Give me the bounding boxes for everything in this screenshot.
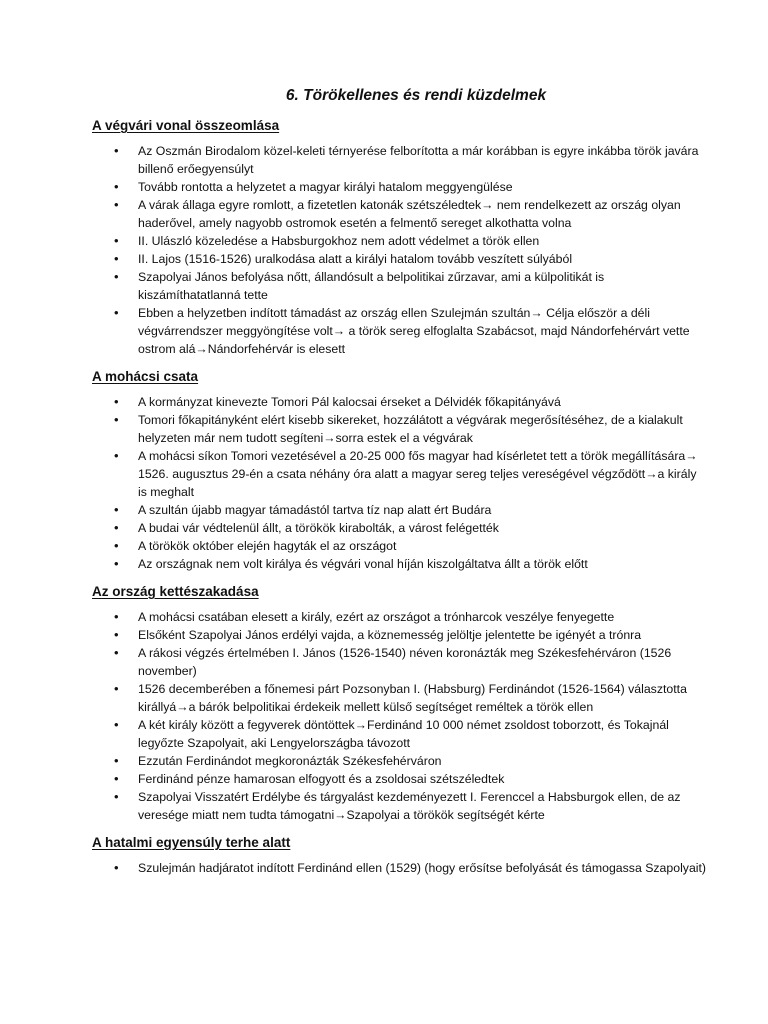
- bullet-list: [92, 393, 708, 573]
- list-item: • A várak állaga egyre romlott, a fizetetlen katonák szétszéledtek→ nem rendelkezett az ország olyan haderővel, amely nagyobb ostromok esetén a felmentő sereget alkothatta volna: [92, 196, 708, 232]
- section-orszag-ketteszakadasa: [92, 584, 708, 824]
- list-item: • Ferdinánd pénze hamarosan elfogyott és a zsoldosai szétszéledtek: [92, 770, 708, 788]
- list-item: • A törökök október elején hagyták el az országot: [92, 537, 708, 555]
- section-heading: A hatalmi egyensúly terhe alatt: [92, 835, 291, 850]
- list-item: • Az országnak nem volt királya és végvári vonal híján kiszolgáltatva állt a török előtt: [92, 555, 708, 573]
- list-item: • Tomori főkapitányként elért kisebb sikereket, hozzálátott a végvárak megerősítéséhez, de a kialakult helyzeten már nem tudott segíteni→sorra estek el a végvárak: [92, 411, 708, 447]
- list-item: • A két király között a fegyverek döntöttek→Ferdinánd 10 000 német zsoldost toborzott, és Tokajnál legyőzte Szapolyait, aki Lengyelországba távozott: [92, 716, 708, 752]
- document-title: 6. Törökellenes és rendi küzdelmek: [285, 87, 547, 104]
- section-heading: A végvári vonal összeomlása: [92, 118, 280, 133]
- bullet-list: [92, 608, 708, 824]
- list-item: • A rákosi végzés értelmében I. János (1526-1540) néven koronázták meg Székesfehérváron (1526 november): [92, 644, 708, 680]
- bullet-list: [92, 142, 708, 358]
- section-vegvari-vonal: [92, 118, 708, 358]
- list-item: • Tovább rontotta a helyzetet a magyar királyi hatalom meggyengülése: [92, 178, 708, 196]
- list-item: • Szapolyai Visszatért Erdélybe és tárgyalást kezdeményezett I. Ferenccel a Habsburgok ellen, de az veresége miatt nem tudta támogatni→Szapolyai a törökök segítségét kérte: [92, 788, 708, 824]
- section-heading: A mohácsi csata: [92, 369, 199, 384]
- list-item: • Ezzután Ferdinándot megkoronázták Székesfehérváron: [92, 752, 708, 770]
- section-heading: Az ország kettészakadása: [92, 584, 259, 599]
- list-item: • A mohácsi csatában elesett a király, ezért az országot a trónharcok veszélye fenyegette: [92, 608, 708, 626]
- list-item: • 1526 decemberében a főnemesi párt Pozsonyban I. (Habsburg) Ferdinándot (1526-1564) választotta királlyá→a bárók belpolitikai érdekeik mellett külső segítséget reméltek a török ellen: [92, 680, 708, 716]
- list-item: • A kormányzat kinevezte Tomori Pál kalocsai érseket a Délvidék főkapitányává: [92, 393, 708, 411]
- list-item: • A budai vár védtelenül állt, a törökök kirabolták, a várost felégették: [92, 519, 708, 537]
- list-item: • II. Lajos (1516-1526) uralkodása alatt a királyi hatalom tovább veszített súlyából: [92, 250, 708, 268]
- list-item: • II. Ulászló közeledése a Habsburgokhoz nem adott védelmet a török ellen: [92, 232, 708, 250]
- list-item: • A szultán újabb magyar támadástól tartva tíz nap alatt ért Budára: [92, 501, 708, 519]
- list-item: • A mohácsi síkon Tomori vezetésével a 20-25 000 fős magyar had kísérletet tett a török megállítására→ 1526. augusztus 29-én a csata néhány óra alatt a magyar sereg teljes vereségével végződött→a király is meghalt: [92, 447, 708, 501]
- list-item: • Elsőként Szapolyai János erdélyi vajda, a köznemesség jelöltje jelentette be igényét a trónra: [92, 626, 708, 644]
- list-item: • Az Oszmán Birodalom közel-keleti térnyerése felborította a már korábban is egyre inkábba török javára billenő erőegyensúlyt: [92, 142, 708, 178]
- bullet-list: [92, 859, 708, 877]
- section-mohacsi-csata: [92, 369, 708, 573]
- list-item: • Szulejmán hadjáratot indított Ferdinánd ellen (1529) (hogy erősítse befolyását és támogassa Szapolyait): [92, 859, 708, 877]
- section-hatalmi-egyensuly: [92, 835, 708, 877]
- list-item: • Szapolyai János befolyása nőtt, állandósult a belpolitikai zűrzavar, ami a külpolitikát is kiszámíthatatlanná tette: [92, 268, 708, 304]
- list-item: • Ebben a helyzetben indított támadást az ország ellen Szulejmán szultán→ Célja először a déli végvárrendszer meggyöngítése volt→ a török sereg elfoglalta Szabácsot, majd Nándorfehérvárt vette ostrom alá→Nándorfehérvár is elesett: [92, 304, 708, 358]
